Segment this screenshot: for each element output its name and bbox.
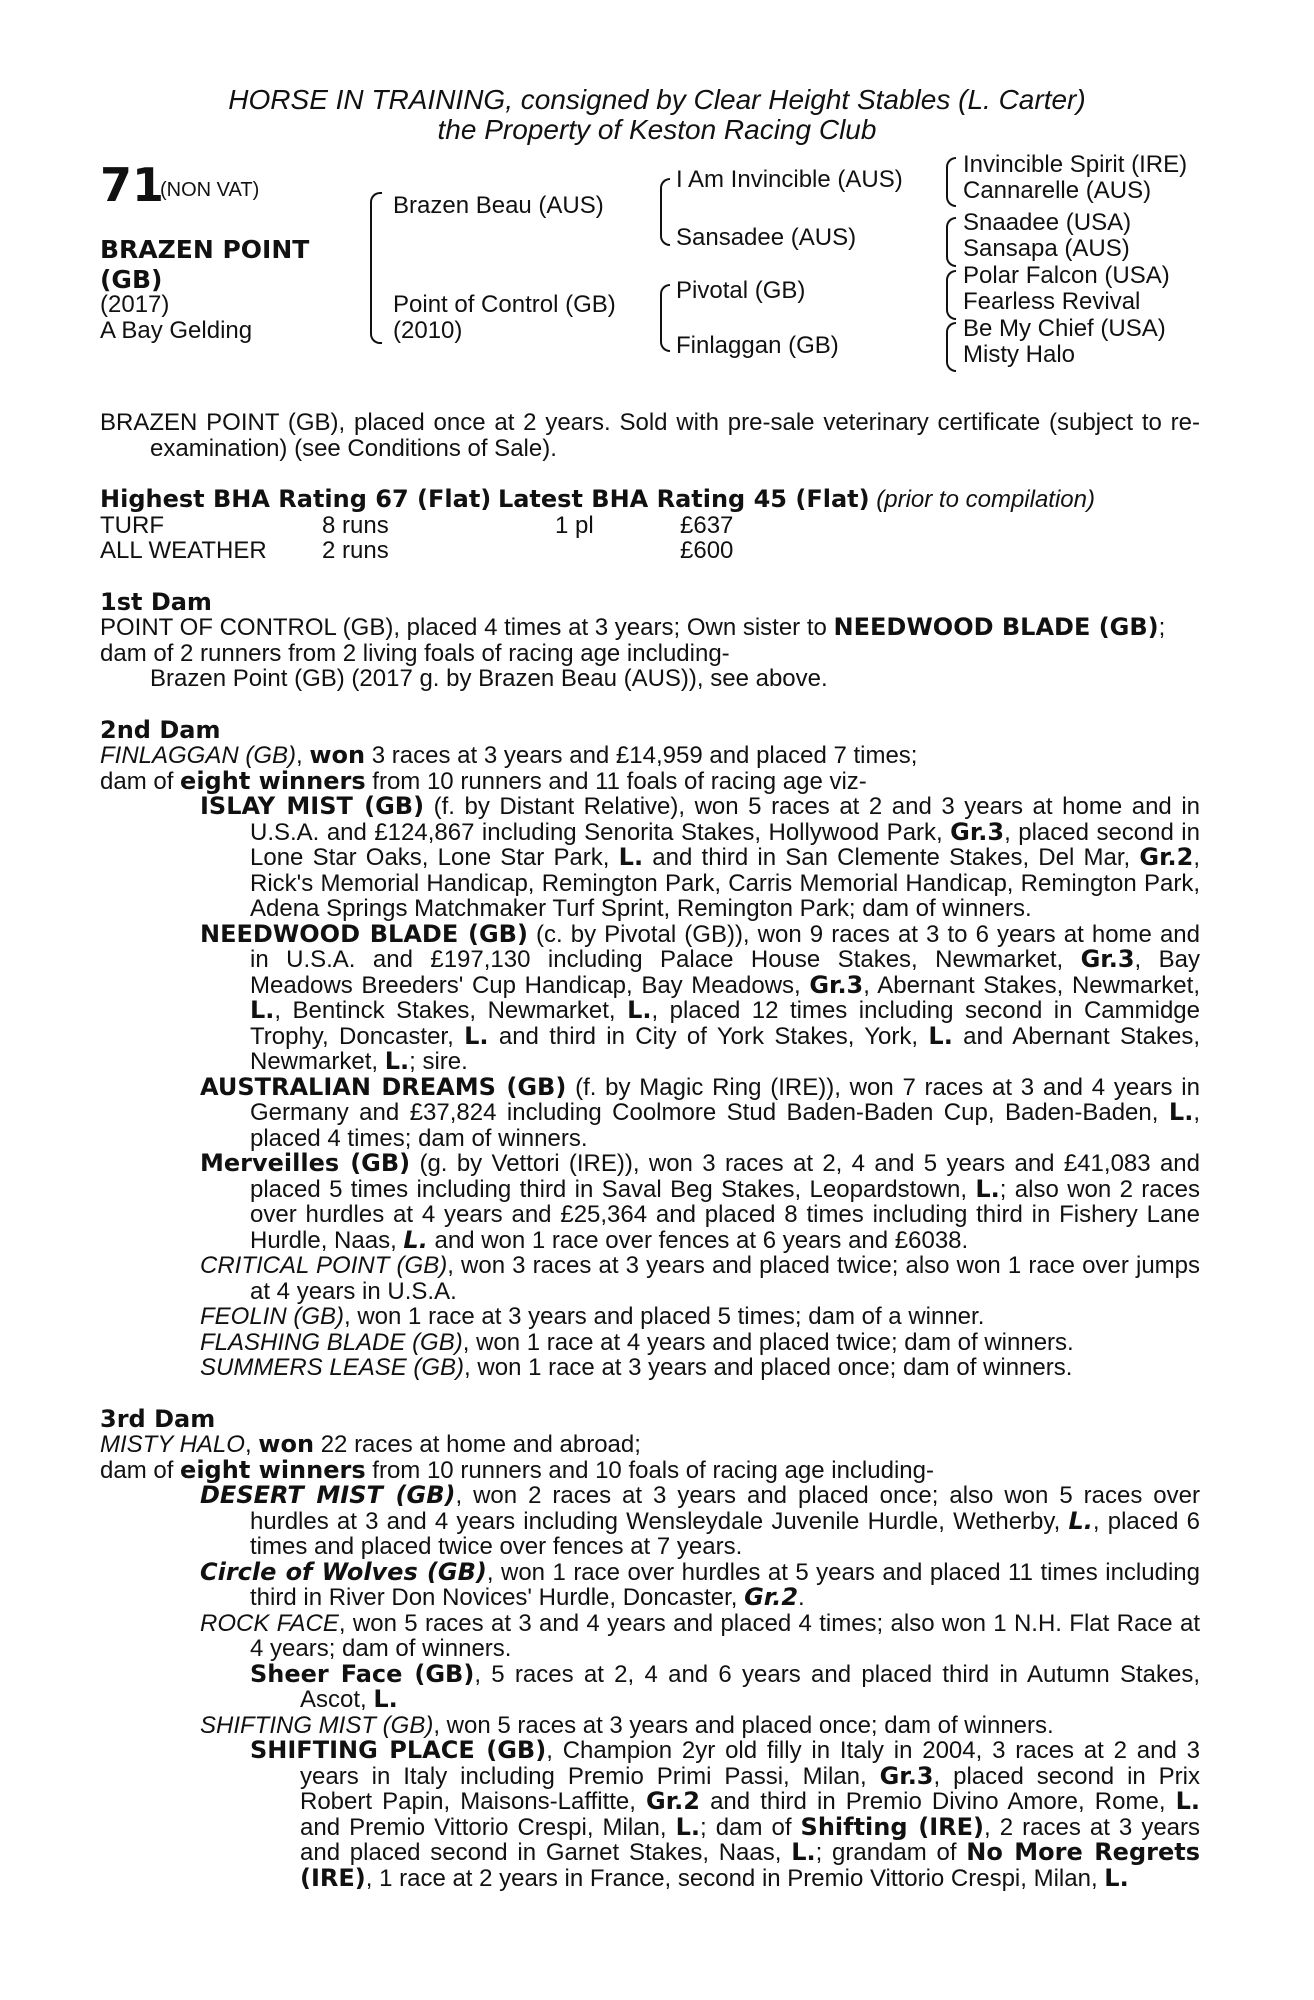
lot-vat: (NON VAT) — [160, 179, 260, 201]
text: (f. by Distant Relative), won 5 races at 2 and 3 years at home and in U.S.A. and £124,867 including Senorita Stakes, Hollywood Park, — [250, 793, 1201, 846]
ped-sd: Sansadee (AUS) — [676, 224, 857, 251]
text: , Champion 2yr old filly in Italy in 2004, 3 races at 2 and 3 years in Italy including Premio Primi Passi, Milan, — [300, 1737, 1201, 1790]
second-dam-line1 — [100, 743, 1200, 769]
grade: Gr.3 — [809, 970, 864, 999]
produce-critical-point — [150, 1253, 1200, 1304]
first-dam-heading: 1st Dam — [100, 587, 212, 616]
brace-sds — [946, 217, 956, 267]
text: , Bay Meadows Breeders' Cup Handicap, Bay Meadows, — [250, 946, 1200, 999]
ped-sds: Snaadee (USA) — [963, 209, 1132, 236]
text: , — [244, 1431, 259, 1458]
produce-name: FEOLIN (GB) — [200, 1303, 345, 1330]
grade: Gr.2 — [646, 1787, 700, 1815]
latest-rating: Latest BHA Rating 45 (Flat) — [497, 485, 870, 513]
produce-name: ROCK FACE — [200, 1609, 339, 1637]
winners: eight winners — [180, 1455, 366, 1484]
grand-produce-name: No More Regrets (IRE) — [300, 1838, 1201, 1892]
produce-shifting-mist — [150, 1713, 1200, 1739]
lot-number: 71 — [100, 158, 165, 212]
first-dam-line1 — [100, 615, 1200, 641]
produce-name: CRITICAL POINT (GB) — [200, 1252, 448, 1279]
produce-feolin — [150, 1304, 1200, 1330]
prize: £637 — [680, 511, 734, 539]
text: and third in San Clemente Stakes, Del Mar, — [643, 844, 1140, 871]
produce-name: FLASHING BLADE (GB) — [200, 1328, 463, 1356]
listed: L. — [928, 1021, 953, 1050]
listed: L. — [618, 843, 644, 871]
text: , won 2 races at 3 years and placed once; also won 5 races over hurdles at 3 and 4 years including Wensleydale Juvenile Hurdle, Wetherby, — [250, 1482, 1200, 1535]
text: and Premio Vittorio Crespi, Milan, — [300, 1813, 676, 1841]
dam-name: FINLAGGAN (GB) — [100, 742, 297, 769]
produce-name: Merveilles (GB) — [200, 1149, 411, 1177]
grade: Gr.3 — [1080, 945, 1135, 973]
listed: L. — [1175, 1787, 1201, 1815]
header-line-2: the Property of Keston Racing Club — [437, 114, 877, 145]
horse-name: BRAZEN POINT (GB) — [100, 235, 310, 294]
third-dam-heading: 3rd Dam — [100, 1404, 216, 1433]
listed: L. — [1068, 1506, 1093, 1535]
produce-name: SUMMERS LEASE (GB) — [200, 1354, 465, 1381]
text: from 10 runners and 11 foals of racing age viz- — [365, 767, 867, 795]
text: , won 1 race over hurdles at 5 years and placed 11 times including third in River Don Novices' Hurdle, Doncaster, — [250, 1558, 1200, 1611]
intro-paragraph: BRAZEN POINT (GB), placed once at 2 years. Sold with pre-sale veterinary certificate (subject to re-examination) (see Conditions of Sale). — [100, 409, 1200, 462]
produce-name: SHIFTING MIST (GB) — [200, 1711, 434, 1739]
text: , — [296, 742, 310, 769]
text: 3 races at 3 years and £14,959 and placed 7 times; — [365, 742, 918, 769]
listed: L. — [373, 1685, 398, 1713]
highest-rating: Highest BHA Rating 67 (Flat) — [100, 485, 492, 513]
produce-sheer-face — [200, 1659, 1200, 1713]
ped-dss: Polar Falcon (USA) — [963, 262, 1170, 289]
produce-islay-mist — [150, 794, 1200, 922]
text: ; also won 2 races over hurdles at 4 years and £25,364 and placed 8 times including third in Fishery Lane Hurdle, Naas, — [250, 1175, 1200, 1254]
text: and third in City of York Stakes, York, — [488, 1022, 929, 1050]
won: won — [258, 1430, 315, 1458]
brace-gen1 — [370, 192, 382, 344]
grade: Gr.2 — [744, 1583, 799, 1611]
ped-ss: I Am Invincible (AUS) — [676, 166, 903, 193]
runs: 8 runs — [322, 511, 389, 539]
grade: Gr.2 — [1139, 843, 1194, 871]
text: dam of — [100, 1456, 181, 1484]
produce-australian-dreams — [150, 1072, 1200, 1152]
second-dam-heading: 2nd Dam — [100, 715, 221, 744]
brace-dss — [946, 270, 956, 320]
second-dam-section — [100, 715, 1201, 1381]
produce-name: SHIFTING PLACE (GB) — [250, 1736, 547, 1764]
produce-name: ISLAY MIST (GB) — [200, 792, 425, 820]
produce-name: DESERT MIST (GB) — [200, 1481, 456, 1509]
grade: Gr.3 — [879, 1761, 934, 1790]
brace-ds — [660, 284, 670, 352]
ped-sdd: Sansapa (AUS) — [963, 235, 1130, 262]
places — [555, 538, 680, 564]
text: , 5 races at 2, 4 and 6 years and placed third in Autumn Stakes, Ascot, — [300, 1660, 1200, 1713]
ped-dam-year: (2010) — [393, 317, 463, 344]
winners: eight winners — [180, 766, 366, 795]
brace-sss — [946, 157, 956, 207]
horse-description: A Bay Gelding — [100, 317, 253, 344]
listed: L. — [403, 1225, 428, 1254]
produce-name: AUSTRALIAN DREAMS (GB) — [200, 1072, 567, 1101]
produce-name: NEEDWOOD BLADE (GB) — [200, 919, 528, 948]
text: (c. by Pivotal (GB)), won 9 races at 3 to 6 years at home and in U.S.A. and £197,130 including Palace House Stakes, Newmarket, — [250, 920, 1200, 973]
ratings-note: (prior to compilation) — [876, 486, 1095, 513]
rating-row-aw — [100, 538, 1200, 564]
text: ; — [1158, 614, 1166, 641]
text: , won 5 races at 3 and 4 years and placed 4 times; also won 1 N.H. Flat Race at 4 years; dam of winners. — [250, 1609, 1201, 1662]
third-dam-line1 — [100, 1432, 1200, 1458]
prize: £600 — [680, 537, 734, 564]
ped-ddd: Misty Halo — [963, 341, 1076, 368]
runs: 2 runs — [322, 537, 389, 564]
brace-dds — [946, 322, 956, 372]
text: POINT OF CONTROL (GB), placed 4 times at 3 years; Own sister to — [100, 614, 834, 641]
first-dam-line2: dam of 2 runners from 2 living foals of racing age including- — [100, 639, 730, 667]
produce-rock-face — [150, 1611, 1200, 1662]
produce-desert-mist — [150, 1483, 1200, 1560]
dam-name: MISTY HALO — [100, 1431, 245, 1458]
text: , won 5 races at 3 years and placed once; dam of winners. — [433, 1711, 1054, 1739]
won: won — [309, 741, 366, 769]
produce-needwood-blade — [150, 919, 1200, 1075]
text: . — [798, 1584, 805, 1611]
text: , won 3 races at 3 years and placed twice; also won 1 race over jumps at 4 years in U.S.A. — [250, 1252, 1201, 1305]
text: (f. by Magic Ring (IRE)), won 7 races at 3 and 4 years in Germany and £37,824 including Coolmore Stud Baden-Baden Cup, Baden-Baden, — [250, 1073, 1200, 1126]
listed: L. — [384, 1047, 410, 1075]
brace-ss — [660, 178, 670, 246]
text: , won 1 race at 4 years and placed twice; dam of winners. — [462, 1328, 1074, 1356]
page-header — [0, 85, 1314, 145]
first-dam-section — [100, 587, 1200, 692]
listed: L. — [791, 1838, 816, 1866]
third-dam-line2 — [100, 1455, 1200, 1484]
listed: L. — [250, 996, 275, 1024]
text: and third in Premio Divino Amore, Rome, — [699, 1788, 1176, 1815]
text: from 10 runners and 10 foals of racing age including- — [365, 1456, 934, 1484]
ratings-block — [100, 487, 1200, 564]
text: , placed 6 times and placed twice over fences at 7 years. — [250, 1507, 1200, 1560]
listed: L. — [1104, 1863, 1129, 1892]
header-line-1: HORSE IN TRAINING, consigned by Clear Height Stables (L. Carter) — [228, 84, 1086, 115]
text: , placed 4 times; dam of winners. — [250, 1099, 1200, 1152]
listed: L. — [464, 1021, 489, 1050]
text: , Rick's Memorial Handicap, Remington Park, Carris Memorial Handicap, Remington Park, Adena Springs Matchmaker Turf Sprint, Remington Park; dam of winners. — [250, 844, 1200, 922]
text: 22 races at home and abroad; — [314, 1431, 641, 1458]
produce-merveilles — [150, 1151, 1200, 1253]
produce-circle-of-wolves — [150, 1557, 1200, 1611]
ped-dds: Be My Chief (USA) — [963, 315, 1166, 342]
surface: ALL WEATHER — [100, 537, 267, 564]
listed: L. — [627, 996, 652, 1024]
listed: L. — [975, 1174, 1000, 1203]
sibling-name: NEEDWOOD BLADE (GB) — [833, 613, 1159, 641]
third-dam-section — [100, 1404, 1201, 1892]
grade: Gr.3 — [950, 817, 1005, 846]
produce-summers-lease — [150, 1355, 1200, 1381]
listed: L. — [1168, 1098, 1194, 1126]
text: , won 1 race at 3 years and placed once; dam of winners. — [464, 1354, 1073, 1381]
text: , Bentinck Stakes, Newmarket, — [274, 997, 628, 1024]
ped-dam: Point of Control (GB) — [393, 291, 616, 318]
ped-dd: Finlaggan (GB) — [676, 332, 839, 359]
produce-name: Circle of Wolves (GB) — [200, 1557, 487, 1586]
first-dam-produce: Brazen Point (GB) (2017 g. by Brazen Beau (AUS)), see above. — [150, 665, 828, 692]
text: , won 1 race at 3 years and placed 5 times; dam of a winner. — [344, 1303, 985, 1330]
text: ; dam of — [700, 1813, 801, 1841]
listed: L. — [675, 1812, 701, 1841]
ped-ds: Pivotal (GB) — [676, 277, 806, 304]
text: , Abernant Stakes, Newmarket, — [863, 971, 1200, 999]
horse-year: (2017) — [100, 291, 170, 318]
surface: TURF — [100, 511, 164, 539]
ped-sss: Invincible Spirit (IRE) — [963, 151, 1188, 178]
grand-produce-name: Shifting (IRE) — [800, 1812, 985, 1841]
produce-shifting-place — [200, 1738, 1200, 1891]
ped-dsd: Fearless Revival — [963, 288, 1141, 315]
text: and Abernant Stakes, Newmarket, — [250, 1022, 1200, 1075]
text: , 2 races at 3 years and placed second in Garnet Stakes, Naas, — [300, 1813, 1201, 1866]
text: and won 1 race over fences at 6 years and £6038. — [427, 1226, 969, 1254]
produce-flashing-blade — [150, 1330, 1200, 1356]
text: , 1 race at 2 years in France, second in Premio Vittorio Crespi, Milan, — [365, 1864, 1105, 1892]
ped-ssd: Cannarelle (AUS) — [963, 177, 1152, 204]
ped-sire: Brazen Beau (AUS) — [393, 192, 604, 219]
text: , placed 12 times including second in Cammidge Trophy, Doncaster, — [250, 997, 1200, 1050]
text: dam of — [100, 767, 181, 795]
text: ; grandam of — [815, 1839, 967, 1866]
places: 1 pl — [555, 511, 594, 539]
text: , placed second in Lone Star Oaks, Lone Star Park, — [250, 818, 1200, 871]
text: , placed second in Prix Robert Papin, Maisons-Laffitte, — [300, 1762, 1201, 1815]
second-dam-line2 — [100, 766, 1200, 795]
text: (g. by Vettori (IRE)), won 3 races at 2, 4 and 5 years and £41,083 and placed 5 times including third in Saval Beg Stakes, Leopardstown, — [250, 1150, 1200, 1203]
catalogue-body — [100, 410, 1200, 1891]
text: ; sire. — [409, 1048, 468, 1075]
produce-name: Sheer Face (GB) — [250, 1659, 475, 1688]
rating-row-turf — [100, 513, 1200, 539]
